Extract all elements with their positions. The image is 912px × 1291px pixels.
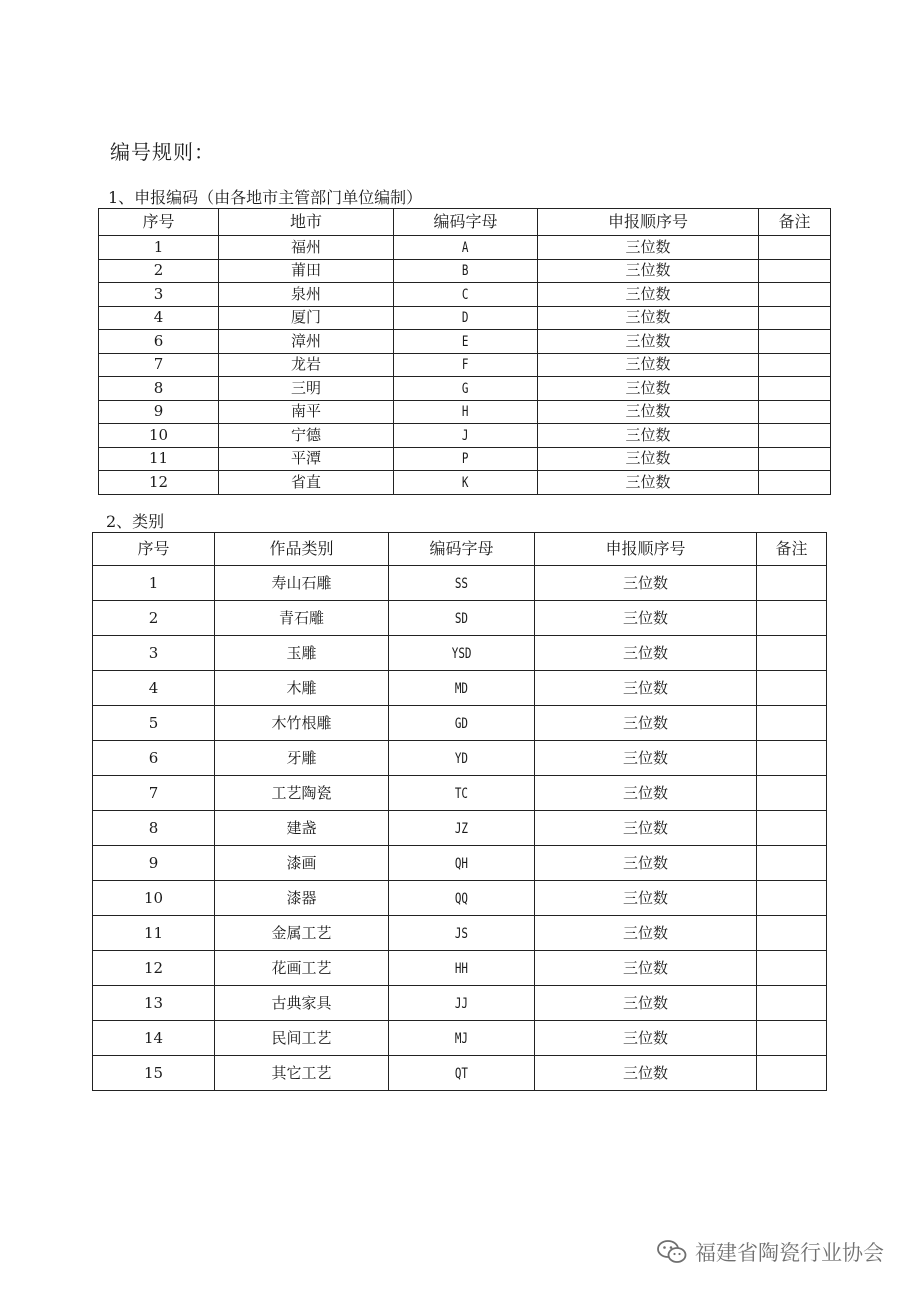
cell-name: 玉雕 (215, 636, 389, 671)
cell-index: 11 (93, 916, 215, 951)
cell-code-letter (389, 1021, 535, 1056)
code-letter-text: C (462, 286, 469, 303)
header-code-letter: 编码字母 (389, 533, 535, 566)
cell-name: 牙雕 (215, 741, 389, 776)
cell-remark (757, 916, 827, 951)
cell-code-letter (389, 671, 535, 706)
cell-name: 寿山石雕 (215, 566, 389, 601)
table-row (99, 447, 831, 471)
table-row (99, 400, 831, 424)
cell-sequence: 三位数 (535, 986, 757, 1021)
cell-remark (757, 706, 827, 741)
cell-sequence: 三位数 (535, 566, 757, 601)
cell-sequence: 三位数 (538, 259, 759, 283)
code-letter-text: JZ (454, 820, 469, 837)
cell-code-letter (389, 1056, 535, 1091)
wechat-icon (657, 1239, 687, 1265)
cell-sequence: 三位数 (535, 881, 757, 916)
header-category: 作品类别 (215, 533, 389, 566)
code-letter-text: P (462, 451, 469, 468)
cell-remark (757, 671, 827, 706)
header-sequence: 申报顺序号 (535, 533, 757, 566)
cell-index: 8 (99, 377, 219, 401)
cell-remark (757, 951, 827, 986)
table-row (93, 601, 827, 636)
cell-name: 工艺陶瓷 (215, 776, 389, 811)
code-letter-text: QQ (454, 890, 469, 907)
cell-name: 南平 (219, 400, 394, 424)
cell-code-letter (389, 986, 535, 1021)
code-letter-text: MD (454, 680, 469, 697)
cell-name: 漆画 (215, 846, 389, 881)
cell-code-letter (394, 377, 538, 401)
cell-code-letter (394, 236, 538, 260)
cell-sequence: 三位数 (538, 330, 759, 354)
cell-index: 5 (93, 706, 215, 741)
cell-code-letter (389, 916, 535, 951)
cell-index: 15 (93, 1056, 215, 1091)
table-row (93, 636, 827, 671)
table-header-row (93, 533, 827, 566)
cell-name: 建盏 (215, 811, 389, 846)
cell-remark (759, 471, 831, 495)
header-remark: 备注 (757, 533, 827, 566)
cell-code-letter (394, 400, 538, 424)
cell-index: 12 (93, 951, 215, 986)
table-header-row (99, 209, 831, 236)
table-row (93, 671, 827, 706)
cell-name: 其它工艺 (215, 1056, 389, 1091)
table-row (93, 741, 827, 776)
cell-sequence: 三位数 (535, 951, 757, 986)
cell-index: 1 (99, 236, 219, 260)
cell-index: 6 (99, 330, 219, 354)
cell-index: 1 (93, 566, 215, 601)
cell-sequence: 三位数 (535, 811, 757, 846)
code-letter-text: D (462, 310, 469, 327)
code-letter-text: SD (454, 610, 469, 627)
cell-code-letter (389, 881, 535, 916)
cell-name: 木雕 (215, 671, 389, 706)
cell-name: 三明 (219, 377, 394, 401)
code-letter-text: H (462, 404, 469, 421)
table-row (93, 881, 827, 916)
cell-remark (759, 259, 831, 283)
cell-sequence: 三位数 (538, 236, 759, 260)
header-remark: 备注 (759, 209, 831, 236)
cell-sequence: 三位数 (535, 741, 757, 776)
cell-sequence: 三位数 (535, 916, 757, 951)
cell-remark (759, 400, 831, 424)
cell-index: 10 (93, 881, 215, 916)
table-row (99, 306, 831, 330)
cell-name: 青石雕 (215, 601, 389, 636)
table-row (93, 706, 827, 741)
cell-code-letter (394, 471, 538, 495)
header-code-letter: 编码字母 (394, 209, 538, 236)
cell-name: 木竹根雕 (215, 706, 389, 741)
code-letter-text: E (462, 333, 469, 350)
code-letter-text: F (462, 357, 469, 374)
cell-index: 3 (99, 283, 219, 307)
cell-index: 4 (99, 306, 219, 330)
category-code-table (92, 532, 827, 1091)
code-letter-text: A (462, 239, 469, 256)
region-code-table (98, 208, 831, 495)
cell-remark (757, 636, 827, 671)
cell-code-letter (389, 811, 535, 846)
header-index: 序号 (93, 533, 215, 566)
table-row (93, 1056, 827, 1091)
cell-remark (759, 447, 831, 471)
cell-name: 古典家具 (215, 986, 389, 1021)
table-row (99, 424, 831, 448)
cell-code-letter (394, 259, 538, 283)
cell-sequence: 三位数 (535, 636, 757, 671)
code-letter-text: K (462, 474, 469, 491)
page-title: 编号规则： (110, 140, 215, 164)
code-letter-text: HH (454, 960, 469, 977)
cell-name: 莆田 (219, 259, 394, 283)
cell-name: 泉州 (219, 283, 394, 307)
cell-remark (757, 811, 827, 846)
table-row (93, 1021, 827, 1056)
cell-remark (759, 377, 831, 401)
cell-name: 漆器 (215, 881, 389, 916)
table-row (99, 377, 831, 401)
cell-sequence: 三位数 (538, 377, 759, 401)
cell-index: 4 (93, 671, 215, 706)
cell-code-letter (389, 636, 535, 671)
cell-name: 龙岩 (219, 353, 394, 377)
cell-remark (757, 881, 827, 916)
cell-name: 宁德 (219, 424, 394, 448)
cell-index: 9 (99, 400, 219, 424)
cell-index: 10 (99, 424, 219, 448)
code-letter-text: SS (454, 575, 469, 592)
cell-code-letter (389, 566, 535, 601)
code-letter-text: GD (454, 715, 469, 732)
cell-remark (759, 236, 831, 260)
code-letter-text: YSD (451, 645, 472, 662)
table-row (93, 811, 827, 846)
cell-sequence: 三位数 (535, 846, 757, 881)
code-letter-text: QH (454, 855, 469, 872)
cell-code-letter (389, 846, 535, 881)
cell-sequence: 三位数 (535, 671, 757, 706)
cell-sequence: 三位数 (538, 447, 759, 471)
watermark (657, 1237, 884, 1267)
header-city: 地市 (219, 209, 394, 236)
cell-name: 漳州 (219, 330, 394, 354)
table-row (99, 471, 831, 495)
cell-code-letter (394, 283, 538, 307)
cell-name: 福州 (219, 236, 394, 260)
cell-code-letter (394, 306, 538, 330)
cell-sequence: 三位数 (538, 471, 759, 495)
cell-remark (759, 283, 831, 307)
code-letter-text: J (462, 427, 469, 444)
cell-sequence: 三位数 (538, 283, 759, 307)
cell-code-letter (394, 424, 538, 448)
cell-index: 14 (93, 1021, 215, 1056)
cell-name: 民间工艺 (215, 1021, 389, 1056)
cell-index: 7 (99, 353, 219, 377)
table-row (99, 330, 831, 354)
table-row (93, 951, 827, 986)
cell-index: 13 (93, 986, 215, 1021)
cell-remark (757, 1056, 827, 1091)
cell-remark (759, 424, 831, 448)
cell-sequence: 三位数 (538, 306, 759, 330)
cell-sequence: 三位数 (535, 601, 757, 636)
cell-remark (759, 330, 831, 354)
table-row (99, 353, 831, 377)
cell-name: 省直 (219, 471, 394, 495)
code-letter-text: B (462, 263, 469, 280)
cell-index: 2 (99, 259, 219, 283)
table-row (93, 566, 827, 601)
cell-remark (757, 741, 827, 776)
code-letter-text: JS (454, 925, 469, 942)
cell-sequence: 三位数 (538, 400, 759, 424)
cell-code-letter (389, 951, 535, 986)
code-letter-text: G (462, 380, 469, 397)
cell-remark (757, 601, 827, 636)
cell-code-letter (394, 353, 538, 377)
section-2-title: 2、类别 (106, 512, 165, 531)
cell-code-letter (389, 776, 535, 811)
cell-index: 11 (99, 447, 219, 471)
header-sequence: 申报顺序号 (538, 209, 759, 236)
cell-code-letter (389, 706, 535, 741)
cell-sequence: 三位数 (535, 776, 757, 811)
cell-name: 花画工艺 (215, 951, 389, 986)
cell-sequence: 三位数 (535, 706, 757, 741)
cell-code-letter (394, 447, 538, 471)
cell-code-letter (394, 330, 538, 354)
cell-name: 厦门 (219, 306, 394, 330)
cell-index: 12 (99, 471, 219, 495)
cell-sequence: 三位数 (535, 1056, 757, 1091)
table-row (93, 776, 827, 811)
cell-remark (759, 306, 831, 330)
cell-name: 金属工艺 (215, 916, 389, 951)
table-row (93, 986, 827, 1021)
code-letter-text: YD (454, 750, 469, 767)
cell-remark (757, 986, 827, 1021)
table-row (99, 259, 831, 283)
code-letter-text: TC (454, 785, 469, 802)
cell-code-letter (389, 741, 535, 776)
cell-index: 7 (93, 776, 215, 811)
cell-remark (759, 353, 831, 377)
cell-index: 3 (93, 636, 215, 671)
table-row (99, 236, 831, 260)
cell-index: 9 (93, 846, 215, 881)
cell-remark (757, 776, 827, 811)
code-letter-text: MJ (454, 1030, 469, 1047)
cell-remark (757, 1021, 827, 1056)
cell-name: 平潭 (219, 447, 394, 471)
table-row (99, 283, 831, 307)
cell-remark (757, 566, 827, 601)
cell-index: 2 (93, 601, 215, 636)
table-row (93, 916, 827, 951)
section-1-title: 1、申报编码（由各地市主管部门单位编制） (108, 188, 423, 207)
table-row (93, 846, 827, 881)
code-letter-text: JJ (454, 995, 469, 1012)
cell-sequence: 三位数 (535, 1021, 757, 1056)
watermark-text: 福建省陶瓷行业协会 (695, 1241, 884, 1265)
cell-sequence: 三位数 (538, 353, 759, 377)
cell-sequence: 三位数 (538, 424, 759, 448)
code-letter-text: QT (454, 1065, 469, 1082)
cell-index: 8 (93, 811, 215, 846)
cell-code-letter (389, 601, 535, 636)
cell-index: 6 (93, 741, 215, 776)
header-index: 序号 (99, 209, 219, 236)
cell-remark (757, 846, 827, 881)
